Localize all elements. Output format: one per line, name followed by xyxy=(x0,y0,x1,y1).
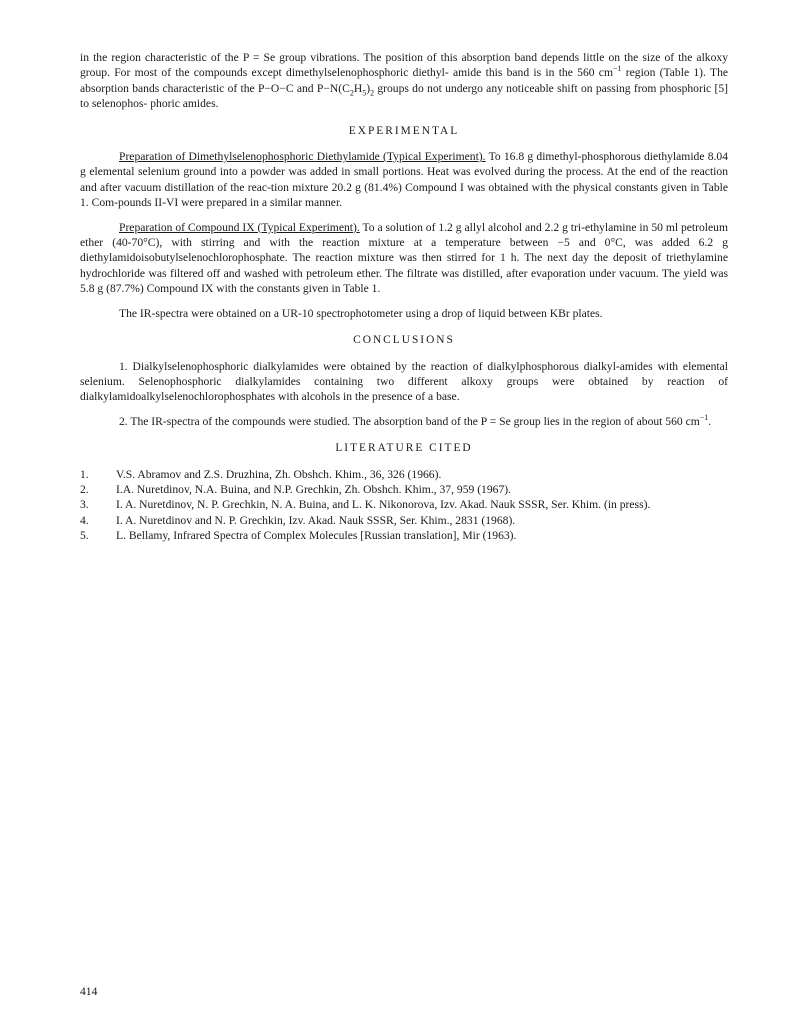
reference-text: I. A. Nuretdinov and N. P. Grechkin, Izv. Akad. Nauk SSSR, Ser. Khim., 2831 (1968). xyxy=(116,513,516,527)
experimental-paragraph-1 xyxy=(80,149,728,211)
intro-line-2: little on the size of the alkoxy group. For most of the compounds except dimethylselenophosphoric diethyl- xyxy=(80,51,728,80)
intro-line-4c: ) xyxy=(366,81,371,95)
reference-number: 3. xyxy=(80,498,89,512)
experiment-2-title: Preparation of Compound IX (Typical Experiment). xyxy=(119,220,360,234)
experimental-paragraph-3: The IR-spectra were obtained on a UR-10 spectrophotometer using a drop of liquid between KBr plates. xyxy=(119,306,603,320)
intro-paragraph xyxy=(80,50,728,112)
conclusion-2 xyxy=(80,414,728,429)
experiment-2-body: To a solution of 1.2 g allyl alcohol and 2.2 g tri-ethylamine in 50 ml petroleum ether (40-70°C), with stirring and with the reaction mixture at a temperature between −5 and 0°C, was added 6.2 g diethylamidoisobutylselenochlorophosphate. The reaction mixture was then stirred for 1 h. The next day the deposit of triethylamine hydrochloride was filtered off and washed with petroleum ether. The filtrate was distilled, after evaporation under vacuum. The yield was 5.8 g (87.7%) Compound IX with the constants given in Table 1. xyxy=(80,220,728,296)
paper-page xyxy=(80,50,728,544)
conclusion-2-end: . xyxy=(708,414,712,428)
reference-item xyxy=(80,497,728,512)
experiment-1-title: Preparation of Dimethylselenophosphoric Diethylamide (Typical Experiment). xyxy=(119,150,486,164)
reference-list xyxy=(80,467,728,544)
experimental-heading: EXPERIMENTAL xyxy=(348,124,460,137)
subscript-2: 5 xyxy=(362,88,367,98)
wavenumber-exponent: −1 xyxy=(612,64,622,74)
reference-number: 1. xyxy=(80,467,89,481)
reference-text: V.S. Abramov and Z.S. Druzhina, Zh. Obshch. Khim., 36, 326 (1966). xyxy=(116,467,442,481)
intro-line-4a: and P−N(C xyxy=(296,81,350,95)
reference-number: 5. xyxy=(80,529,89,543)
intro-line-1: in the region characteristic of the P = Se group vibrations. The position of this absorption band depends xyxy=(80,51,580,64)
page-number: 414 xyxy=(80,985,98,998)
subscript-1: 2 xyxy=(349,88,354,98)
experimental-paragraph-2 xyxy=(80,220,728,297)
reference-item xyxy=(80,528,728,543)
conclusion-2-exponent: −1 xyxy=(699,412,709,422)
intro-line-4b: H xyxy=(353,81,363,95)
reference-text: I.A. Nuretdinov, N.A. Buina, and N.P. Grechkin, Zh. Obshch. Khim., 37, 959 (1967). xyxy=(116,482,511,496)
conclusions-heading: CONCLUSIONS xyxy=(353,334,455,347)
intro-line-3a: amide this band is in the 560 cm xyxy=(453,66,613,80)
reference-number: 4. xyxy=(80,513,89,527)
intro-line-5: phoric amides. xyxy=(150,97,219,111)
reference-item xyxy=(80,467,728,482)
reference-item xyxy=(80,513,728,528)
conclusion-1: 1. Dialkylselenophosphoric dialkylamides were obtained by the reaction of dialkylphosphorous dialkyl-amides with elemental selenium. Selenophosphoric dialkylamides containing two different alkoxy groups were obtained by reaction of dialkylamidoalkylselenochlorophosphates with alcohols in the presence of a base. xyxy=(80,359,728,404)
reference-text: I. A. Nuretdinov, N. P. Grechkin, N. A. Buina, and L. K. Nikonorova, Izv. Akad. Nauk SSSR, Ser. Khim. (in press). xyxy=(116,498,651,512)
intro-line-4d: groups do not undergo any noticeable shift on passing from phosphoric [5] to selenophos- xyxy=(80,81,728,111)
reference-text: L. Bellamy, Infrared Spectra of Complex Molecules [Russian translation], Mir (1963). xyxy=(116,529,517,543)
reference-item xyxy=(80,482,728,497)
experiment-1-body: To 16.8 g dimethyl-phosphorous diethylamide 8.04 g elemental selenium ground into a powder was added in small portions. Heat was evolved during the process. At the end of the reaction and after vacuum distillation of the reac-tion mixture 20.2 g (81.4%) Compound I was obtained with the physical constants given in Table 1. Com-pounds II-VI were prepared in a similar manner. xyxy=(80,150,728,210)
intro-line-3b: region (Table 1). The absorption bands characteristic of the P−O−C xyxy=(80,66,729,95)
reference-number: 2. xyxy=(80,482,89,496)
conclusion-2-text: 2. The IR-spectra of the compounds were studied. The absorption band of the P = Se group lies in the region of about 560 cm xyxy=(119,414,700,428)
subscript-3: 2 xyxy=(370,88,375,98)
literature-heading: LITERATURE CITED xyxy=(335,442,473,455)
